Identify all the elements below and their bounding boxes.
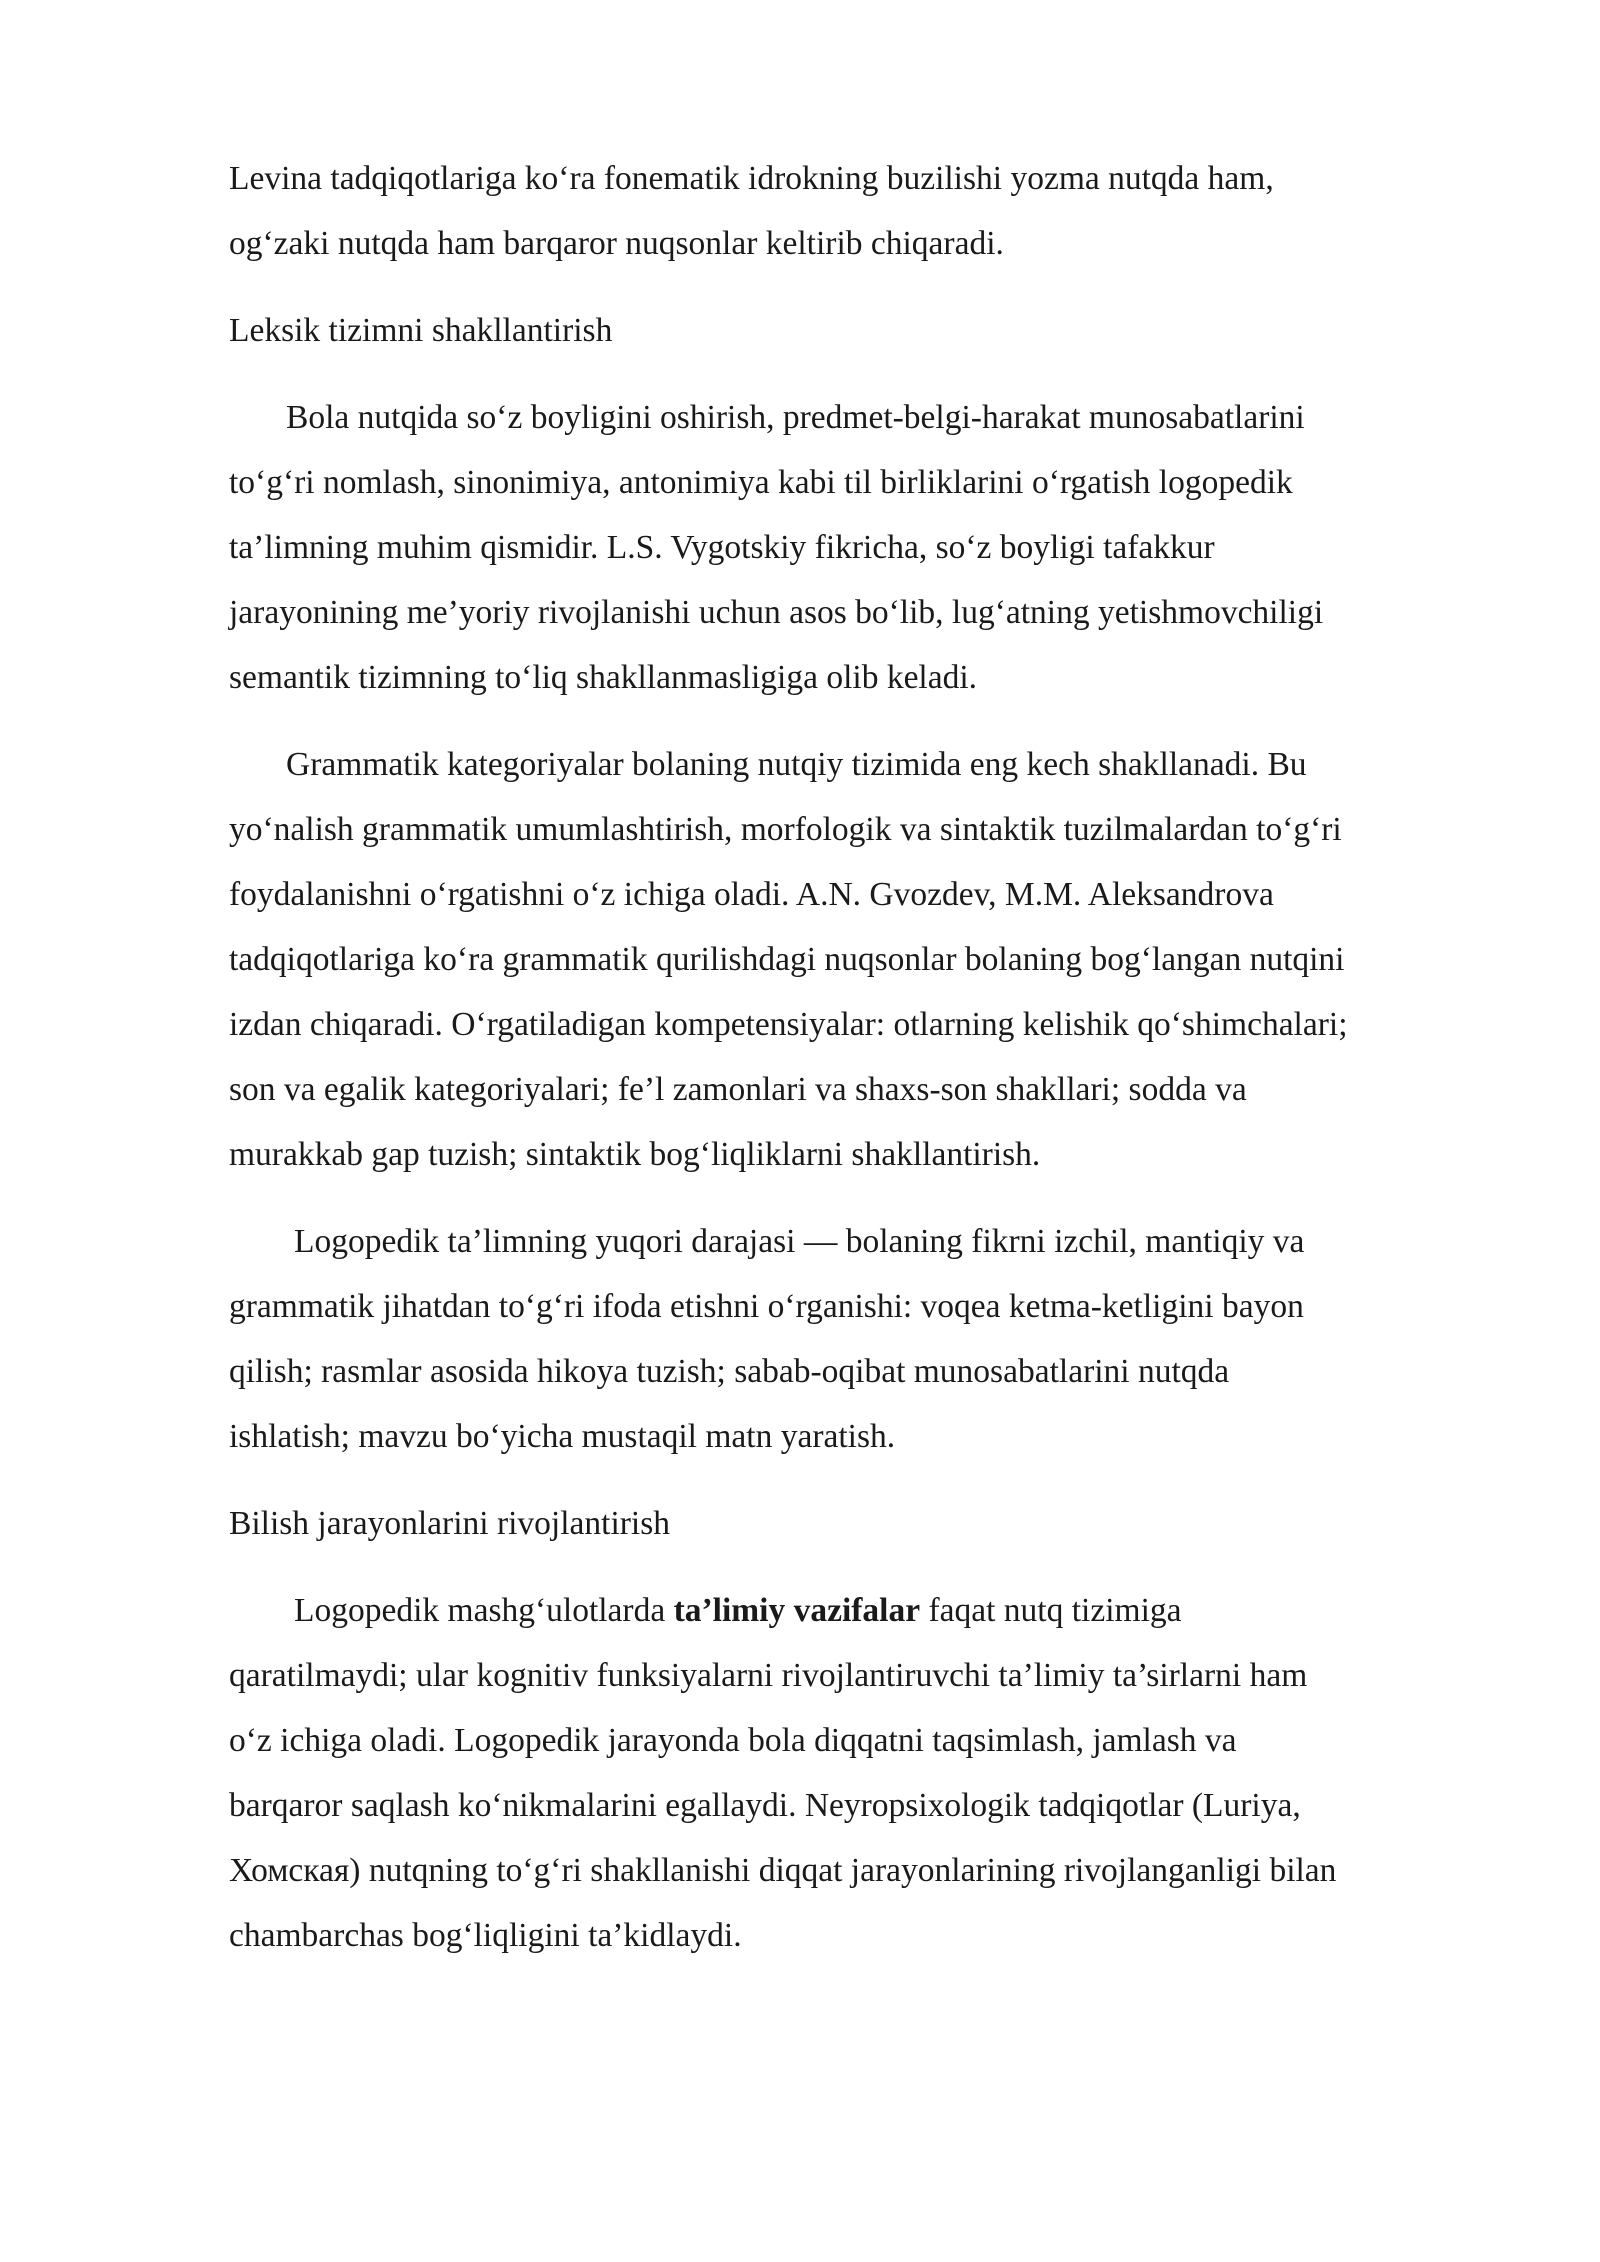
text-line: o‘z ichiga oladi. Logopedik jarayonda bola diqqatni taqsimlash, jamlash va <box>229 1722 1237 1759</box>
text-line: barqaror saqlash ko‘nikmalarini egallaydi. Neyropsixologik tadqiqotlar (Luriya, <box>229 1787 1301 1824</box>
text-line: qaratilmaydi; ular kognitiv funksiyalarni rivojlantiruvchi ta’limiy ta’sirlarni ham <box>229 1657 1308 1694</box>
section-heading-lexical: Leksik tizimni shakllantirish <box>229 312 613 349</box>
text-line: son va egalik kategoriyalari; fe’l zamonlari va shaxs-son shakllari; sodda va <box>229 1071 1247 1108</box>
text-line: grammatik jihatdan to‘g‘ri ifoda etishni o‘rganishi: voqea ketma-ketligini bayon <box>229 1288 1304 1325</box>
text-line: og‘zaki nutqda ham barqaror nuqsonlar keltirib chiqaradi. <box>229 225 1004 262</box>
text-line: Bola nutqida so‘z boyligini oshirish, predmet-belgi-harakat munosabatlarini <box>286 399 1305 436</box>
text-line: jarayonining me’yoriy rivojlanishi uchun asos bo‘lib, lug‘atning yetishmovchiligi <box>229 594 1324 631</box>
text-line: to‘g‘ri nomlash, sinonimiya, antonimiya kabi til birliklarini o‘rgatish logopedik <box>229 464 1293 501</box>
text-line: ishlatish; mavzu bo‘yicha mustaqil matn yaratish. <box>229 1418 896 1455</box>
coherent-speech-paragraph <box>229 1209 1529 1469</box>
text-line: foydalanishni o‘rgatishni o‘z ichiga oladi. A.N. Gvozdev, M.M. Aleksandrova <box>229 876 1274 913</box>
text-line: Levina tadqiqotlariga ko‘ra fonematik idrokning buzilishi yozma nutqda ham, <box>229 160 1274 197</box>
text-line: Хомская) nutqning to‘g‘ri shakllanishi diqqat jarayonlarining rivojlanganligi bilan <box>229 1852 1337 1889</box>
text-line: ta’limning muhim qismidir. L.S. Vygotskiy fikricha, so‘z boyligi tafakkur <box>229 529 1215 566</box>
text-run: faqat nutq tizimiga <box>920 1592 1182 1629</box>
text-line: Logopedik ta’limning yuqori darajasi — bolaning fikrni izchil, mantiqiy va <box>294 1223 1305 1260</box>
intro-paragraph <box>229 146 1529 276</box>
cognitive-paragraph <box>229 1578 1529 1968</box>
section-heading-cognitive: Bilish jarayonlarini rivojlantirish <box>229 1505 671 1542</box>
text-line: yo‘nalish grammatik umumlashtirish, morfologik va sintaktik tuzilmalardan to‘g‘ri <box>229 811 1342 848</box>
bold-term: ta’limiy vazifalar <box>673 1592 921 1629</box>
text-line: tadqiqotlariga ko‘ra grammatik qurilishdagi nuqsonlar bolaning bog‘langan nutqini <box>229 941 1345 978</box>
text-line <box>229 1578 1529 1643</box>
text-line: izdan chiqaradi. O‘rgatiladigan kompetensiyalar: otlarning kelishik qo‘shimchalari; <box>229 1006 1348 1043</box>
text-line: murakkab gap tuzish; sintaktik bog‘liqliklarni shakllantirish. <box>229 1136 1041 1173</box>
document-body <box>229 146 1529 1990</box>
grammar-paragraph <box>229 732 1529 1187</box>
lexical-paragraph <box>229 385 1529 710</box>
text-line: Grammatik kategoriyalar bolaning nutqiy tizimida eng kech shakllanadi. Bu <box>286 746 1307 783</box>
text-line: chambarchas bog‘liqligini ta’kidlaydi. <box>229 1917 742 1954</box>
text-run: Logopedik mashg‘ulotlarda <box>294 1592 674 1629</box>
text-line: semantik tizimning to‘liq shakllanmasligiga olib keladi. <box>229 659 978 696</box>
text-line: qilish; rasmlar asosida hikoya tuzish; sabab-oqibat munosabatlarini nutqda <box>229 1353 1230 1390</box>
